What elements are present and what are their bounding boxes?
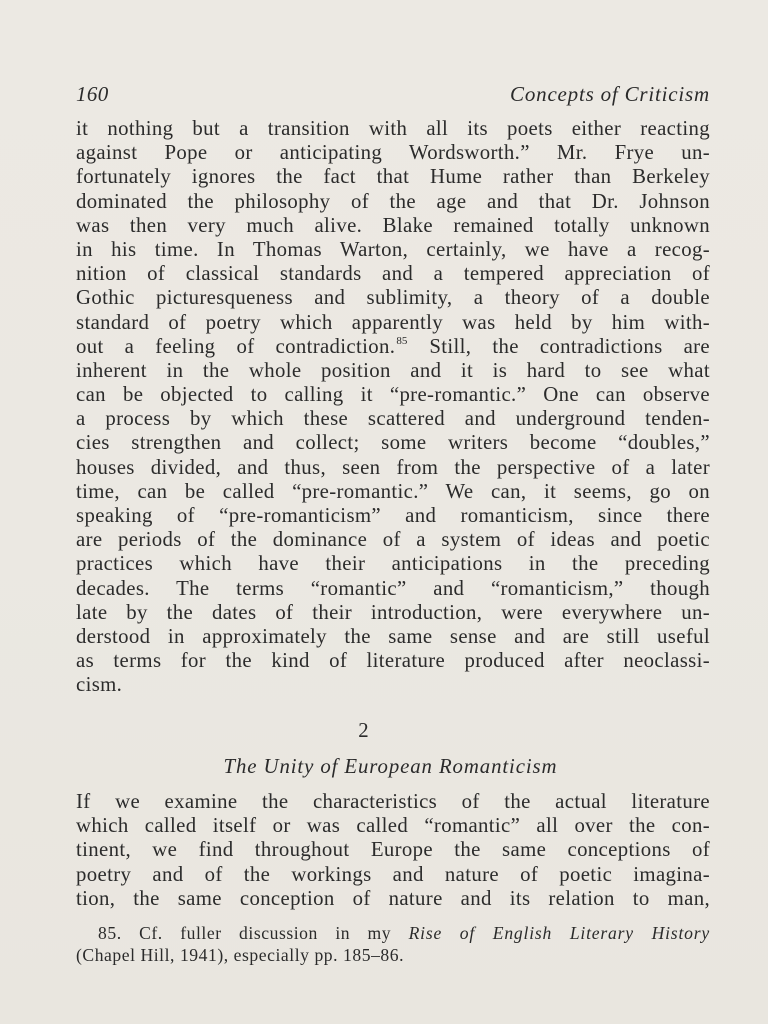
footnote-line: (Chapel Hill, 1941), especially pp. 185–86.	[76, 945, 405, 965]
text-line: as terms for the kind of literature produced after neoclassi-	[76, 649, 710, 673]
footnote-number: 85.	[98, 923, 122, 943]
text-line: cies strengthen and collect; some writers become “doubles,”	[76, 431, 710, 455]
text-line: decades. The terms “romantic” and “romanticism,” though	[76, 576, 710, 600]
text-line: against Pope or anticipating Wordsworth.” Mr. Frye un-	[76, 141, 710, 165]
section-number: 2	[358, 719, 369, 742]
text-line: tion, the same conception of nature and its relation to man,	[76, 886, 710, 910]
footnote-line	[76, 922, 710, 944]
text-line: time, can be called “pre-romantic.” We can, it seems, go on	[76, 479, 710, 503]
text-line: a process by which these scattered and underground tenden-	[76, 407, 710, 431]
text-line: nition of classical standards and a tempered appreciation of	[76, 262, 710, 286]
text-line: can be objected to calling it “pre-romantic.” One can observe	[76, 383, 710, 407]
footnote-book-title: Rise of English Literary History	[408, 923, 710, 943]
text-line: cism.	[76, 673, 123, 697]
page-number: 160	[76, 82, 109, 106]
text-line: If we examine the characteristics of the actual literature	[76, 790, 710, 813]
text-line: was then very much alive. Blake remained totally unknown	[76, 213, 710, 237]
text-line: are periods of the dominance of a system of ideas and poetic	[76, 528, 710, 552]
body-paragraph	[76, 790, 710, 911]
text-line: fortunately ignores the fact that Hume rather than Berkeley	[76, 165, 710, 189]
text-line: Gothic picturesqueness and sublimity, a theory of a double	[76, 286, 710, 310]
text-line: speaking of “pre-romanticism” and romanticism, since there	[76, 504, 710, 527]
text-line: late by the dates of their introduction, were everywhere un-	[76, 600, 710, 624]
running-head	[76, 80, 710, 108]
text-line: poetry and of the workings and nature of poetic imagina-	[76, 862, 710, 886]
text-line: in his time. In Thomas Warton, certainly, we have a recog-	[76, 237, 710, 261]
footnote	[76, 922, 710, 966]
text-line-with-note-ref	[76, 335, 710, 359]
footnote-text: Cf. fuller discussion in my	[139, 923, 392, 943]
text-line: which called itself or was called “romantic” all over the con-	[76, 814, 710, 838]
section-title: The Unity of European Romanticism	[223, 755, 558, 778]
text-line: dominated the philosophy of the age and that Dr. Johnson	[76, 189, 710, 213]
text-line: tinent, we find throughout Europe the same conceptions of	[76, 838, 710, 862]
text-line: it nothing but a transition with all its poets either reacting	[76, 117, 710, 140]
body-paragraph-continued	[76, 117, 710, 698]
text-line: derstood in approximately the same sense and are still useful	[76, 624, 710, 648]
footnote-reference: 85	[396, 334, 408, 347]
text-line: inherent in the whole position and it is hard to see what	[76, 358, 710, 382]
text-fragment: Still, the contradictions are	[429, 334, 711, 358]
text-fragment: out a feeling of contradiction.	[76, 334, 396, 358]
text-line: houses divided, and thus, seen from the perspective of a later	[76, 455, 710, 479]
text-line: standard of poetry which apparently was held by him with-	[76, 310, 710, 334]
text-line: practices which have their anticipations in the preceding	[76, 552, 710, 576]
running-head-title: Concepts of Criticism	[510, 82, 710, 106]
